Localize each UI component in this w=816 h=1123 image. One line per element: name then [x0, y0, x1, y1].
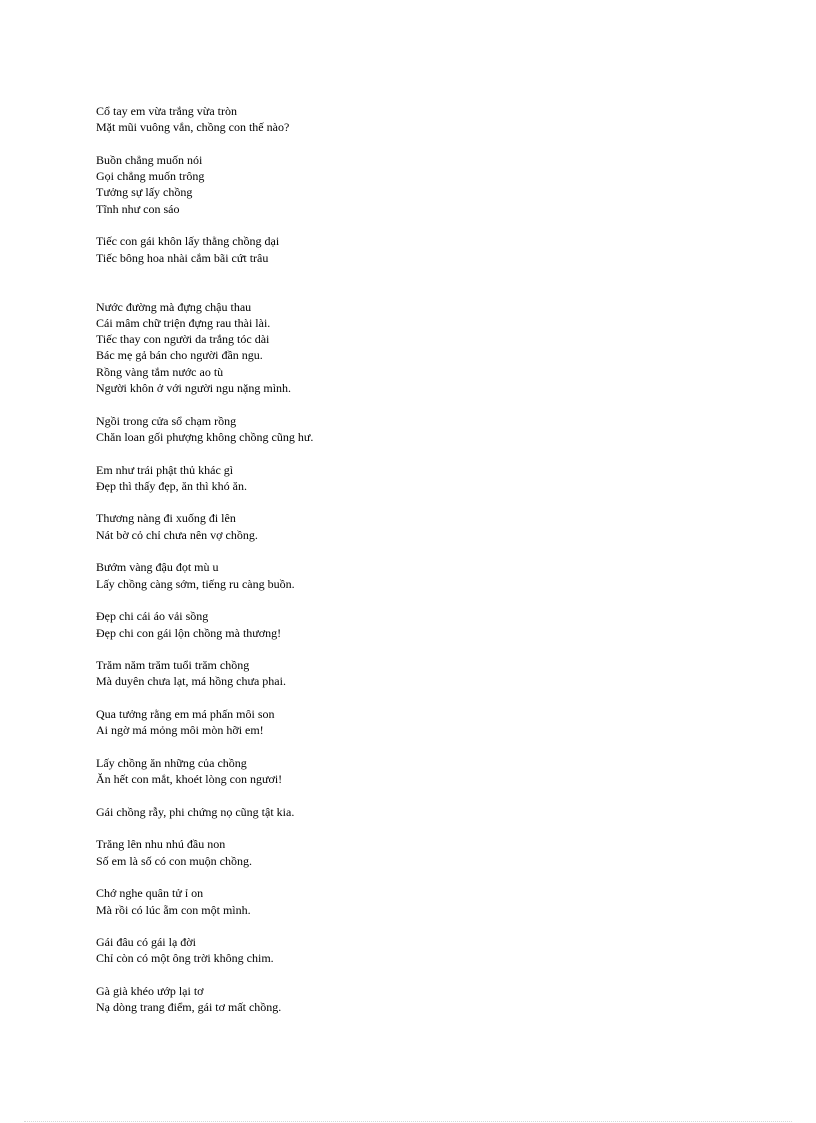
- stanza: [96, 836, 696, 869]
- verse-line: Tiếc thay con người da trắng tóc dài: [96, 332, 270, 347]
- verse-line: Chớ nghe quân tử ỉ on: [96, 886, 204, 901]
- stanza: [96, 559, 696, 592]
- verse-line: Qua tưởng rằng em má phấn môi son: [96, 706, 275, 721]
- stanza-gap: [96, 136, 696, 152]
- stanza-gap: [96, 641, 696, 657]
- verse-line: Mà duyên chưa lạt, má hồng chưa phai.: [96, 674, 286, 689]
- stanza: [96, 103, 696, 136]
- stanza: [96, 510, 696, 543]
- page-bottom-edge: [24, 1121, 792, 1122]
- stanza: [96, 299, 696, 397]
- verse-line: Ăn hết con mắt, khoét lòng con ngươi!: [96, 772, 283, 787]
- verse-line: Tưởng sự lấy chồng: [96, 185, 193, 200]
- verse-line: Nước đường mà đựng chậu thau: [96, 299, 252, 314]
- verse-line: Nạ dòng trang điểm, gái tơ mất chồng.: [96, 1000, 282, 1015]
- stanza: [96, 804, 696, 820]
- verse-line: Gái chồng rẫy, phi chứng nọ cũng tật kia.: [96, 804, 295, 819]
- verse-line: Lấy chồng ăn những của chồng: [96, 755, 247, 770]
- stanza-gap: [96, 543, 696, 559]
- stanza: [96, 934, 696, 967]
- verse-line: Ai ngờ má mỏng môi mòn hỡi em!: [96, 723, 264, 738]
- stanza-gap: [96, 869, 696, 885]
- stanza-gap: [96, 217, 696, 233]
- verse-line: Số em là số có con muộn chồng.: [96, 853, 252, 868]
- verse-line: Mà rồi có lúc ẵm con một mình.: [96, 902, 251, 917]
- verse-line: Đẹp thì thấy đẹp, ăn thì khó ăn.: [96, 478, 247, 493]
- stanza-gap: [96, 690, 696, 706]
- stanza: [96, 413, 696, 446]
- verse-line: Trăng lên nhu nhú đầu non: [96, 837, 226, 852]
- verse-line: Tĩnh như con sáo: [96, 201, 180, 216]
- verse-line: Em như trái phật thủ khác gì: [96, 462, 234, 477]
- stanza: [96, 755, 696, 788]
- verse-line: Ngồi trong cửa sổ chạm rồng: [96, 413, 237, 428]
- stanza-gap: [96, 396, 696, 412]
- verse-line: Trăm năm trăm tuổi trăm chồng: [96, 658, 250, 673]
- verse-line: Cổ tay em vừa trắng vừa tròn: [96, 104, 237, 118]
- verse-line: Lấy chồng càng sớm, tiếng ru càng buồn.: [96, 576, 295, 591]
- verse-line: Bác mẹ gả bán cho người đần ngu.: [96, 348, 263, 363]
- verse-line: Chỉ còn có một ông trời không chim.: [96, 951, 274, 966]
- poem-body: [96, 103, 696, 1016]
- stanza: [96, 233, 696, 266]
- stanza: [96, 983, 696, 1016]
- stanza-gap: [96, 266, 696, 299]
- verse-line: Tiếc bông hoa nhài cắm bãi cứt trâu: [96, 250, 269, 265]
- verse-line: Người khôn ở với người ngu nặng mình.: [96, 381, 292, 396]
- stanza-gap: [96, 787, 696, 803]
- stanza-gap: [96, 739, 696, 755]
- verse-line: Chăn loan gối phượng không chồng cũng hư.: [96, 429, 314, 444]
- stanza-gap: [96, 445, 696, 461]
- verse-line: Buồn chẳng muốn nói: [96, 152, 203, 167]
- verse-line: Tiếc con gái khôn lấy thằng chồng dại: [96, 234, 280, 249]
- verse-line: Cái mâm chữ triện đựng rau thài lài.: [96, 315, 271, 330]
- stanza: [96, 885, 696, 918]
- verse-line: Gà già khéo ướp lại tơ: [96, 984, 204, 999]
- verse-line: Nát bờ cỏ chỉ chưa nên vợ chồng.: [96, 527, 258, 542]
- verse-line: Đẹp chi cái áo vải sồng: [96, 609, 209, 624]
- stanza: [96, 462, 696, 495]
- stanza-gap: [96, 918, 696, 934]
- stanza-gap: [96, 820, 696, 836]
- verse-line: Mặt mũi vuông vắn, chồng con thế nào?: [96, 120, 290, 135]
- stanza-gap: [96, 967, 696, 983]
- stanza: [96, 608, 696, 641]
- stanza: [96, 657, 696, 690]
- stanza-gap: [96, 592, 696, 608]
- verse-line: Rồng vàng tắm nước ao tù: [96, 364, 224, 379]
- verse-line: Gái đâu có gái lạ đời: [96, 935, 196, 950]
- stanza: [96, 706, 696, 739]
- verse-line: Thương nàng đi xuống đi lên: [96, 511, 236, 526]
- stanza-gap: [96, 494, 696, 510]
- verse-line: Bướm vàng đậu đọt mù u: [96, 560, 219, 575]
- stanza: [96, 152, 696, 217]
- verse-line: Đẹp chi con gái lộn chồng mà thương!: [96, 625, 282, 640]
- verse-line: Gọi chẳng muốn trông: [96, 169, 205, 184]
